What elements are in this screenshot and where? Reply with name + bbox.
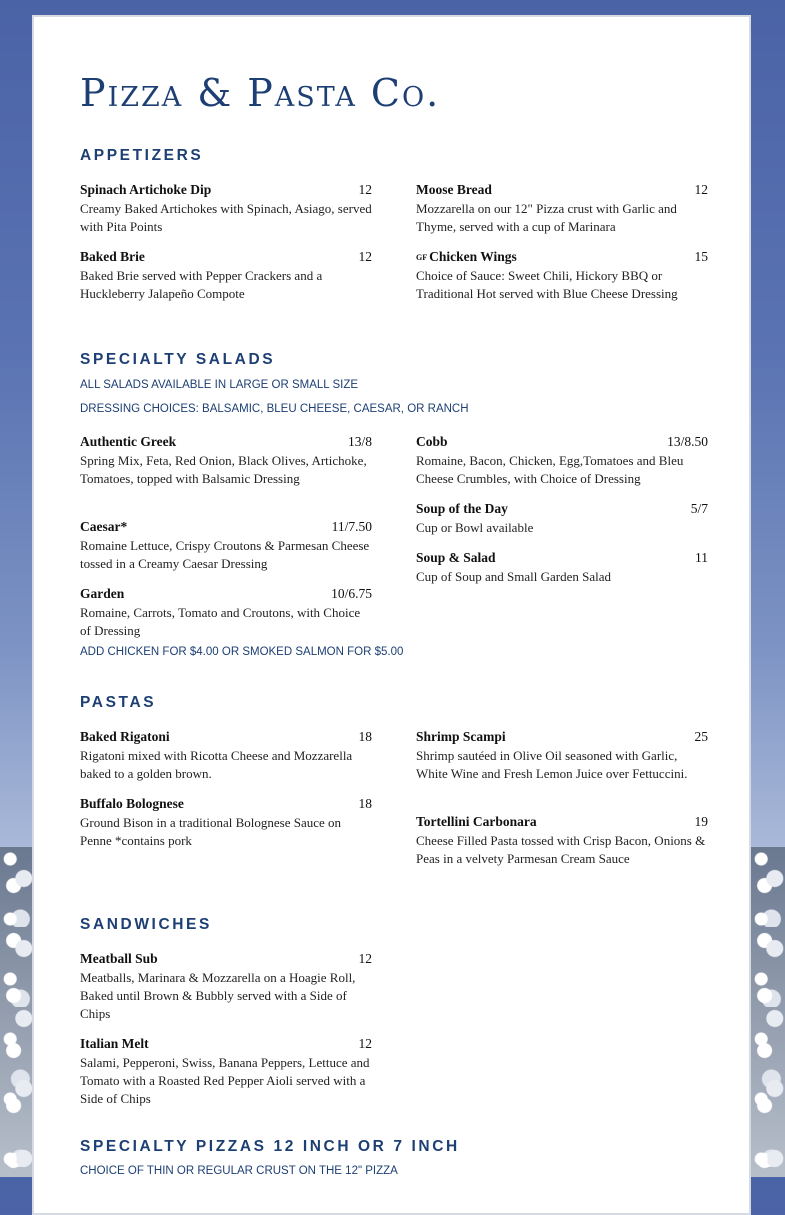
item-name: Authentic Greek (80, 434, 177, 449)
item-description: Romaine, Bacon, Chicken, Egg,Tomatoes and Bleu Cheese Crumbles, with Choice of Dressing (416, 453, 684, 486)
menu-item (416, 182, 708, 236)
gluten-free-badge: GF (416, 253, 428, 262)
item-price: 13/8 (347, 434, 372, 449)
item-price: 12 (358, 249, 372, 264)
item-price: 12 (358, 1036, 372, 1051)
item-name: Garden (80, 586, 125, 601)
menu-item (416, 249, 708, 303)
item-price: 11/7.50 (331, 519, 372, 534)
item-description: Rigatoni mixed with Ricotta Cheese and Mozzarella baked to a golden brown. (80, 748, 353, 781)
menu-item (80, 182, 372, 236)
item-price: 10/6.75 (331, 586, 372, 601)
item-name (416, 249, 517, 265)
item-price: 25 (694, 729, 708, 744)
sandwiches-heading: SANDWICHES (80, 916, 212, 933)
menu-item (80, 519, 372, 573)
menu-item (80, 729, 372, 783)
item-description: Cheese Filled Pasta tossed with Crisp Bacon, Onions & Peas in a velvety Parmesan Cream Sauce (416, 833, 706, 866)
item-name-text: Chicken Wings (429, 249, 517, 264)
add-protein-note: ADD CHICKEN FOR $4.00 OR SMOKED SALMON FOR $5.00 (80, 646, 404, 658)
item-name: Spinach Artichoke Dip (80, 182, 212, 197)
snowy-trees-right (751, 847, 785, 1177)
appetizers-heading: APPETIZERS (80, 147, 204, 164)
item-description: Spring Mix, Feta, Red Onion, Black Olives, Artichoke, Tomatoes, topped with Balsamic Dressing (80, 453, 367, 486)
menu-item (80, 951, 372, 1023)
item-name: Baked Brie (80, 249, 145, 264)
item-name: Italian Melt (80, 1036, 149, 1051)
item-price: 12 (358, 951, 372, 966)
item-description: Baked Brie served with Pepper Crackers and a Huckleberry Jalapeño Compote (80, 268, 323, 301)
item-description: Salami, Pepperoni, Swiss, Banana Peppers, Lettuce and Tomato with a Roasted Red Pepper Aioli served with a Side of Chips (80, 1055, 370, 1106)
item-price: 13/8.50 (667, 434, 708, 449)
item-name: Shrimp Scampi (416, 729, 506, 744)
item-name: Soup & Salad (416, 550, 496, 565)
item-description: Mozzarella on our 12" Pizza crust with Garlic and Thyme, served with a cup of Marinara (416, 201, 677, 234)
item-price: 18 (358, 796, 372, 811)
restaurant-title: Pizza & Pasta Co. (80, 71, 441, 115)
item-price: 5/7 (690, 501, 708, 516)
menu-item (80, 1036, 372, 1108)
item-name: Baked Rigatoni (80, 729, 170, 744)
item-description: Cup of Soup and Small Garden Salad (416, 569, 611, 584)
item-price: 11 (695, 550, 708, 565)
item-description: Ground Bison in a traditional Bolognese Sauce on Penne *contains pork (80, 815, 342, 848)
item-description: Romaine, Carrots, Tomato and Croutons, with Choice of Dressing (80, 605, 361, 638)
item-name: Soup of the Day (416, 501, 508, 516)
menu-item (80, 434, 372, 488)
item-price: 12 (694, 182, 708, 197)
salads-heading: SPECIALTY SALADS (80, 351, 276, 368)
item-price: 19 (694, 814, 708, 829)
item-price: 12 (358, 182, 372, 197)
crust-choice-note: CHOICE OF THIN OR REGULAR CRUST ON THE 12" PIZZA (80, 1165, 398, 1177)
salad-size-note: ALL SALADS AVAILABLE IN LARGE OR SMALL SIZE (80, 379, 359, 391)
menu-item (416, 729, 708, 783)
menu-item (416, 814, 708, 868)
item-description: Choice of Sauce: Sweet Chili, Hickory BBQ or Traditional Hot served with Blue Cheese Dressing (416, 268, 678, 301)
item-description: Romaine Lettuce, Crispy Croutons & Parmesan Cheese tossed in a Creamy Caesar Dressing (80, 538, 370, 571)
menu-item (416, 550, 708, 586)
item-name: Caesar* (80, 519, 128, 534)
menu-item (80, 796, 372, 850)
item-name: Tortellini Carbonara (416, 814, 537, 829)
item-description: Shrimp sautéed in Olive Oil seasoned with Garlic, White Wine and Fresh Lemon Juice over Fettuccini. (416, 748, 688, 781)
menu-item (416, 501, 708, 537)
menu-page (32, 15, 751, 1215)
item-name: Buffalo Bolognese (80, 796, 184, 811)
pizzas-heading: SPECIALTY PIZZAS 12 INCH OR 7 INCH (80, 1138, 460, 1155)
item-description: Creamy Baked Artichokes with Spinach, Asiago, served with Pita Points (80, 201, 372, 234)
item-name: Cobb (416, 434, 448, 449)
dressing-choices-note: DRESSING CHOICES: BALSAMIC, BLEU CHEESE, CAESAR, OR RANCH (80, 403, 469, 415)
pastas-heading: PASTAS (80, 694, 157, 711)
item-price: 15 (694, 249, 708, 264)
item-price: 18 (358, 729, 372, 744)
item-name: Meatball Sub (80, 951, 158, 966)
item-name: Moose Bread (416, 182, 492, 197)
snowy-trees-left (0, 847, 34, 1177)
item-description: Cup or Bowl available (416, 520, 534, 535)
menu-item (416, 434, 708, 488)
item-description: Meatballs, Marinara & Mozzarella on a Hoagie Roll, Baked until Brown & Bubbly served with a Side of Chips (80, 970, 356, 1021)
menu-item (80, 249, 372, 303)
menu-item (80, 586, 372, 640)
